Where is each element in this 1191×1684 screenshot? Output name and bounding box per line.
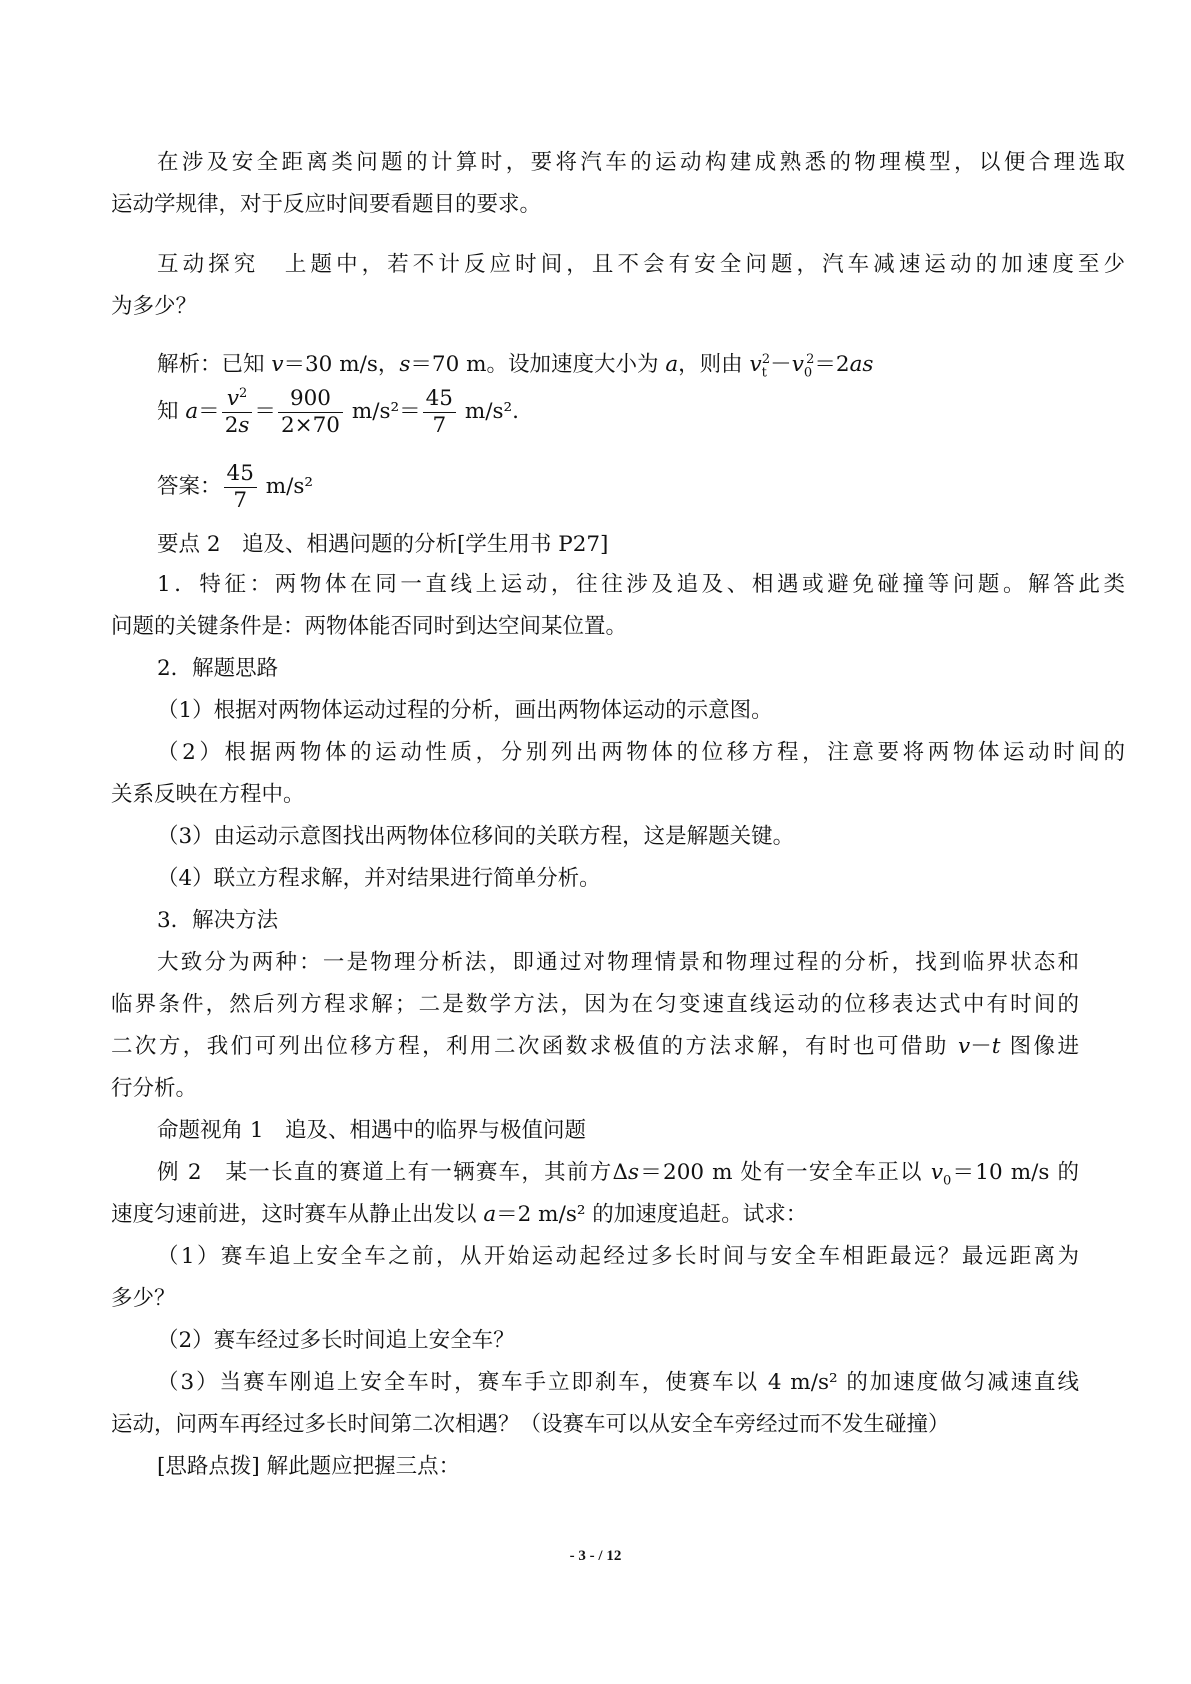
question1-line2: 多少？ bbox=[111, 1286, 176, 1311]
idea-item-2-line1: （2）根据两物体的运动性质，分别列出两物体的位移方程，注意要将两物体运动时间的 bbox=[157, 740, 1125, 765]
idea-title: 2．解题思路 bbox=[157, 656, 279, 681]
idea-item-3: （3）由运动示意图找出两物体位移间的关联方程，这是解题关键。 bbox=[157, 824, 795, 849]
feature-line1: 1．特征：两物体在同一直线上运动，往往涉及追及、相遇或避免碰撞等问题。解答此类 bbox=[157, 572, 1125, 597]
idea-item-1: （1）根据对两物体运动过程的分析，画出两物体运动的示意图。 bbox=[157, 698, 773, 723]
paragraph-safety-line1: 在涉及安全距离类问题的计算时，要将汽车的运动构建成熟悉的物理模型，以便合理选取 bbox=[157, 150, 1125, 175]
analysis-line1: 解析：已知 v＝30 m/s，s＝70 m。设加速度大小为 a，则由 $v_t^2-v_0^2=2as$ bbox=[157, 351, 874, 381]
method-line4: 行分析。 bbox=[111, 1076, 198, 1101]
hint-line: [思路点拨] 解此题应把握三点： bbox=[157, 1454, 461, 1479]
question2: （2）赛车经过多长时间追上安全车？ bbox=[157, 1328, 515, 1353]
answer-line: 答案： $\frac{45}{7}$ m/s² bbox=[157, 460, 313, 513]
example2-line1: 例 2 某一长直的赛道上有一辆赛车，其前方Δs＝200 m 处有一安全车正以 $v_0=10$ m/s 的 bbox=[157, 1160, 1079, 1189]
explore-line1: 互动探究 上题中，若不计反应时间，且不会有安全问题，汽车减速运动的加速度至少 bbox=[157, 252, 1125, 277]
fraction-v2-2s: $\frac{v^2}{2s}$ bbox=[222, 386, 253, 439]
page-number: - 3 - / 12 bbox=[569, 1548, 622, 1564]
method-title: 3．解决方法 bbox=[157, 908, 279, 933]
method-line2: 临界条件，然后列方程求解；二是数学方法，因为在匀变速直线运动的位移表达式中有时间的 bbox=[111, 992, 1079, 1017]
explore-line2: 为多少？ bbox=[111, 294, 198, 319]
fraction-900-2x70: $\frac{900}{2\times 70}$ bbox=[278, 386, 343, 439]
method-line3: 二次方，我们可列出位移方程，利用二次函数求极值的方法求解，有时也可借助 v－t 图像进 bbox=[111, 1034, 1079, 1059]
question3-line2: 运动，问两车再经过多长时间第二次相遇？（设赛车可以从安全车旁经过而不发生碰撞） bbox=[111, 1412, 950, 1437]
feature-line2: 问题的关键条件是：两物体能否同时到达空间某位置。 bbox=[111, 614, 628, 639]
method-line1: 大致分为两种：一是物理分析法，即通过对物理情景和物理过程的分析，找到临界状态和 bbox=[157, 950, 1079, 975]
idea-item-4: （4）联立方程求解，并对结果进行简单分析。 bbox=[157, 866, 601, 891]
fraction-45-7: $\frac{45}{7}$ bbox=[423, 386, 456, 439]
answer-fraction: $\frac{45}{7}$ bbox=[224, 461, 257, 514]
section-point2-title: 要点 2 追及、相遇问题的分析[学生用书 P27] bbox=[157, 532, 609, 557]
question1-line1: （1）赛车追上安全车之前，从开始运动起经过多长时间与安全车相距最远？最远距离为 bbox=[157, 1244, 1079, 1269]
view1-title: 命题视角 1 追及、相遇中的临界与极值问题 bbox=[157, 1118, 587, 1143]
idea-item-2-line2: 关系反映在方程中。 bbox=[111, 782, 305, 807]
question3-line1: （3）当赛车刚追上安全车时，赛车手立即刹车，使赛车以 4 m/s² 的加速度做匀减速直线 bbox=[157, 1370, 1079, 1395]
analysis-line2: 知 a＝ $\frac{v^2}{2s}$ ＝ $\frac{900}{2\times 70}$ m/s²＝ $\frac{45}{7}$ m/s². bbox=[157, 385, 519, 438]
paragraph-safety-line2: 运动学规律，对于反应时间要看题目的要求。 bbox=[111, 192, 542, 217]
example2-line2: 速度匀速前进，这时赛车从静止出发以 a＝2 m/s² 的加速度追赶。试求： bbox=[111, 1202, 808, 1227]
